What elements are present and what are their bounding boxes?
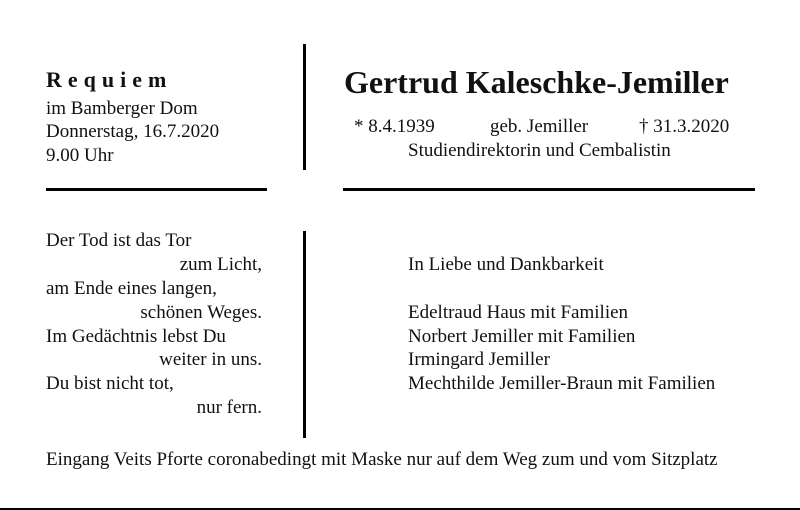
profession: Studiendirektorin und Cembalistin [408,140,671,161]
poem-line: nur fern. [196,397,262,418]
vertical-divider-bottom [303,231,306,438]
requiem-location: im Bamberger Dom [46,98,198,119]
footer-note: Eingang Veits Pforte coronabedingt mit Maske nur auf dem Weg zum und vom Sitzplatz [46,449,718,470]
deceased-name: Gertrud Kaleschke-Jemiller [344,64,729,100]
horizontal-rule-left [46,188,267,191]
birth-date: * 8.4.1939 [354,116,435,137]
poem-line: Der Tod ist das Tor [46,230,192,251]
horizontal-rule-right [343,188,755,191]
requiem-date: Donnerstag, 16.7.2020 [46,121,220,142]
poem-line: Du bist nicht tot, [46,373,174,394]
poem-line: schönen Weges. [140,302,262,323]
mourner-name: Irmingard Jemiller [408,349,550,370]
death-date: † 31.3.2020 [639,116,730,137]
maiden-name: geb. Jemiller [490,116,589,137]
requiem-time: 9.00 Uhr [46,145,114,166]
poem-line: weiter in uns. [159,349,262,370]
poem-line: am Ende eines langen, [46,278,217,299]
poem-line: zum Licht, [179,254,262,275]
mourners-heading: In Liebe und Dankbarkeit [408,254,604,275]
requiem-title: Requiem [46,67,173,92]
mourner-name: Mechthilde Jemiller-Braun mit Familien [408,373,716,394]
poem-line: Im Gedächtnis lebst Du [46,326,226,347]
vertical-divider-top [303,44,306,170]
mourner-name: Edeltraud Haus mit Familien [408,302,629,323]
mourner-name: Norbert Jemiller mit Familien [408,326,636,347]
